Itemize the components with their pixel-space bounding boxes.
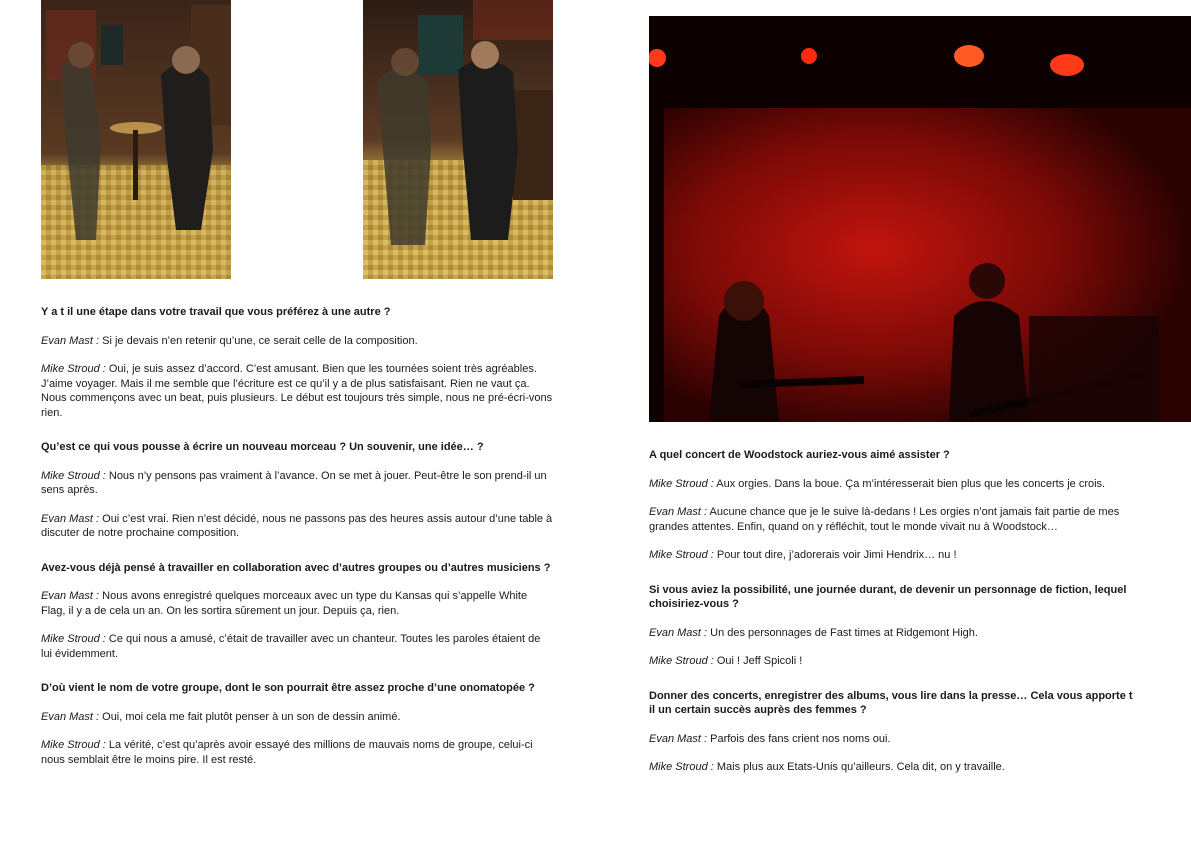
answer [41, 469, 553, 498]
interview-column-right [649, 448, 1141, 795]
speaker: Evan Mast : [649, 732, 708, 745]
question: A quel concert de Woodstock auriez-vous aimé assister ? [649, 449, 950, 461]
qa-block [649, 689, 1141, 775]
speaker: Mike Stroud : [649, 477, 714, 490]
speaker: Mike Stroud : [649, 761, 714, 773]
speaker: Evan Mast : [649, 626, 708, 639]
speaker: Mike Stroud : [649, 655, 714, 667]
answer [41, 710, 553, 725]
answer [649, 626, 1141, 641]
question: Donner des concerts, enregistrer des albums, vous lire dans la presse… Cela vous apporte t il un certain succès auprès des femmes ? [649, 689, 1133, 716]
answer [41, 738, 553, 767]
qa-block [41, 305, 553, 420]
speaker: Mike Stroud : [41, 633, 106, 645]
speaker: Mike Stroud : [41, 363, 106, 375]
answer-text: Pour tout dire, j’adorerais voir Jimi Hendrix… nu ! [713, 549, 957, 561]
answer-text: Nous avons enregistré quelques morceaux avec un type du Kansas qui s’appelle White Flag, il y a de cela un an. On les sortira sûrement un jour. Depuis ça, rien. [41, 590, 528, 617]
speaker: Mike Stroud : [649, 549, 714, 561]
answer [649, 760, 1141, 775]
speaker: Evan Mast : [41, 710, 100, 723]
question: Avez-vous déjà pensé à travailler en collaboration avec d’autres groupes ou d’autres musiciens ? [41, 561, 551, 574]
speaker: Evan Mast : [649, 506, 708, 518]
answer-text: Un des personnages de Fast times at Ridgemont High. [707, 626, 978, 639]
band-photo-bar-left [41, 0, 231, 279]
speaker: Mike Stroud : [41, 469, 106, 482]
band-photo-bar-right [363, 0, 553, 279]
answer [41, 632, 553, 661]
speaker: Mike Stroud : [41, 739, 106, 751]
speaker: Evan Mast : [41, 590, 100, 602]
interview-column-left [41, 305, 553, 787]
answer [41, 589, 553, 618]
question: Si vous aviez la possibilité, une journée durant, de devenir un personnage de fiction, lequel choisiriez-vous ? [649, 583, 1127, 610]
speaker: Evan Mast : [41, 512, 100, 525]
answer-text: Parfois des fans crient nos noms oui. [707, 732, 891, 745]
qa-block [41, 561, 553, 662]
answer-text: Aux orgies. Dans la boue. Ça m’intéresserait bien plus que les concerts je crois. [713, 477, 1106, 490]
answer-text: Oui c’est vrai. Rien n’est décidé, nous ne passons pas des heures assis autour d’une table à discuter de notre prochaine composition. [41, 512, 553, 539]
answer-text: Oui, moi cela me fait plutôt penser à un son de dessin animé. [99, 710, 401, 723]
answer-text: Ce qui nous a amusé, c’était de travailler avec un chanteur. Toutes les paroles étaient de lui évidemment. [41, 633, 541, 660]
answer [41, 334, 553, 349]
band-photo-concert [649, 16, 1191, 422]
speaker: Evan Mast : [41, 334, 100, 347]
question: Qu’est ce qui vous pousse à écrire un nouveau morceau ? Un souvenir, une idée… ? [41, 441, 484, 453]
qa-block [649, 448, 1141, 563]
answer-text: Si je devais n’en retenir qu’une, ce serait celle de la composition. [99, 334, 418, 347]
qa-block [41, 440, 553, 541]
answer [649, 477, 1141, 492]
answer-text: Mais plus aux Etats-Unis qu’ailleurs. Cela dit, on y travaille. [713, 761, 1005, 773]
qa-block [41, 681, 553, 767]
question: D’où vient le nom de votre groupe, dont le son pourrait être assez proche d’une onomatopée ? [41, 682, 535, 694]
answer [41, 362, 553, 420]
answer [649, 654, 1141, 669]
answer [649, 732, 1141, 747]
answer-text: Nous n’y pensons pas vraiment à l’avance. On se met à jouer. Peut-être le son prend-il un sens après. [41, 469, 547, 496]
qa-block [649, 583, 1141, 669]
answer [41, 512, 553, 541]
answer-text: Aucune chance que je le suive là-dedans ! Les orgies n’ont jamais fait partie de mes grandes attentes. Enfin, quand on y réfléchit, tout le monde vivait nu à Woodstock… [649, 506, 1120, 533]
answer-text: Oui, je suis assez d’accord. C’est amusant. Bien que les tournées soient très agréables. J’aime voyager. Mais il me semble que l’écriture est ce qu’il y a de plus satisfaisant. Rien ne vaut ça. Nous commençons avec un beat, puis plusieurs. Le début est toujours très simple, nous ne pré-écri-vons rien. [41, 363, 553, 419]
answer-text: Oui ! Jeff Spicoli ! [713, 655, 803, 667]
question: Y a t il une étape dans votre travail que vous préférez à une autre ? [41, 306, 391, 318]
answer-text: La vérité, c’est qu’après avoir essayé des millions de mauvais noms de groupe, celui-ci nous semblait être le moins pire. Il est resté. [41, 739, 533, 766]
answer [649, 548, 1141, 563]
answer [649, 505, 1141, 534]
